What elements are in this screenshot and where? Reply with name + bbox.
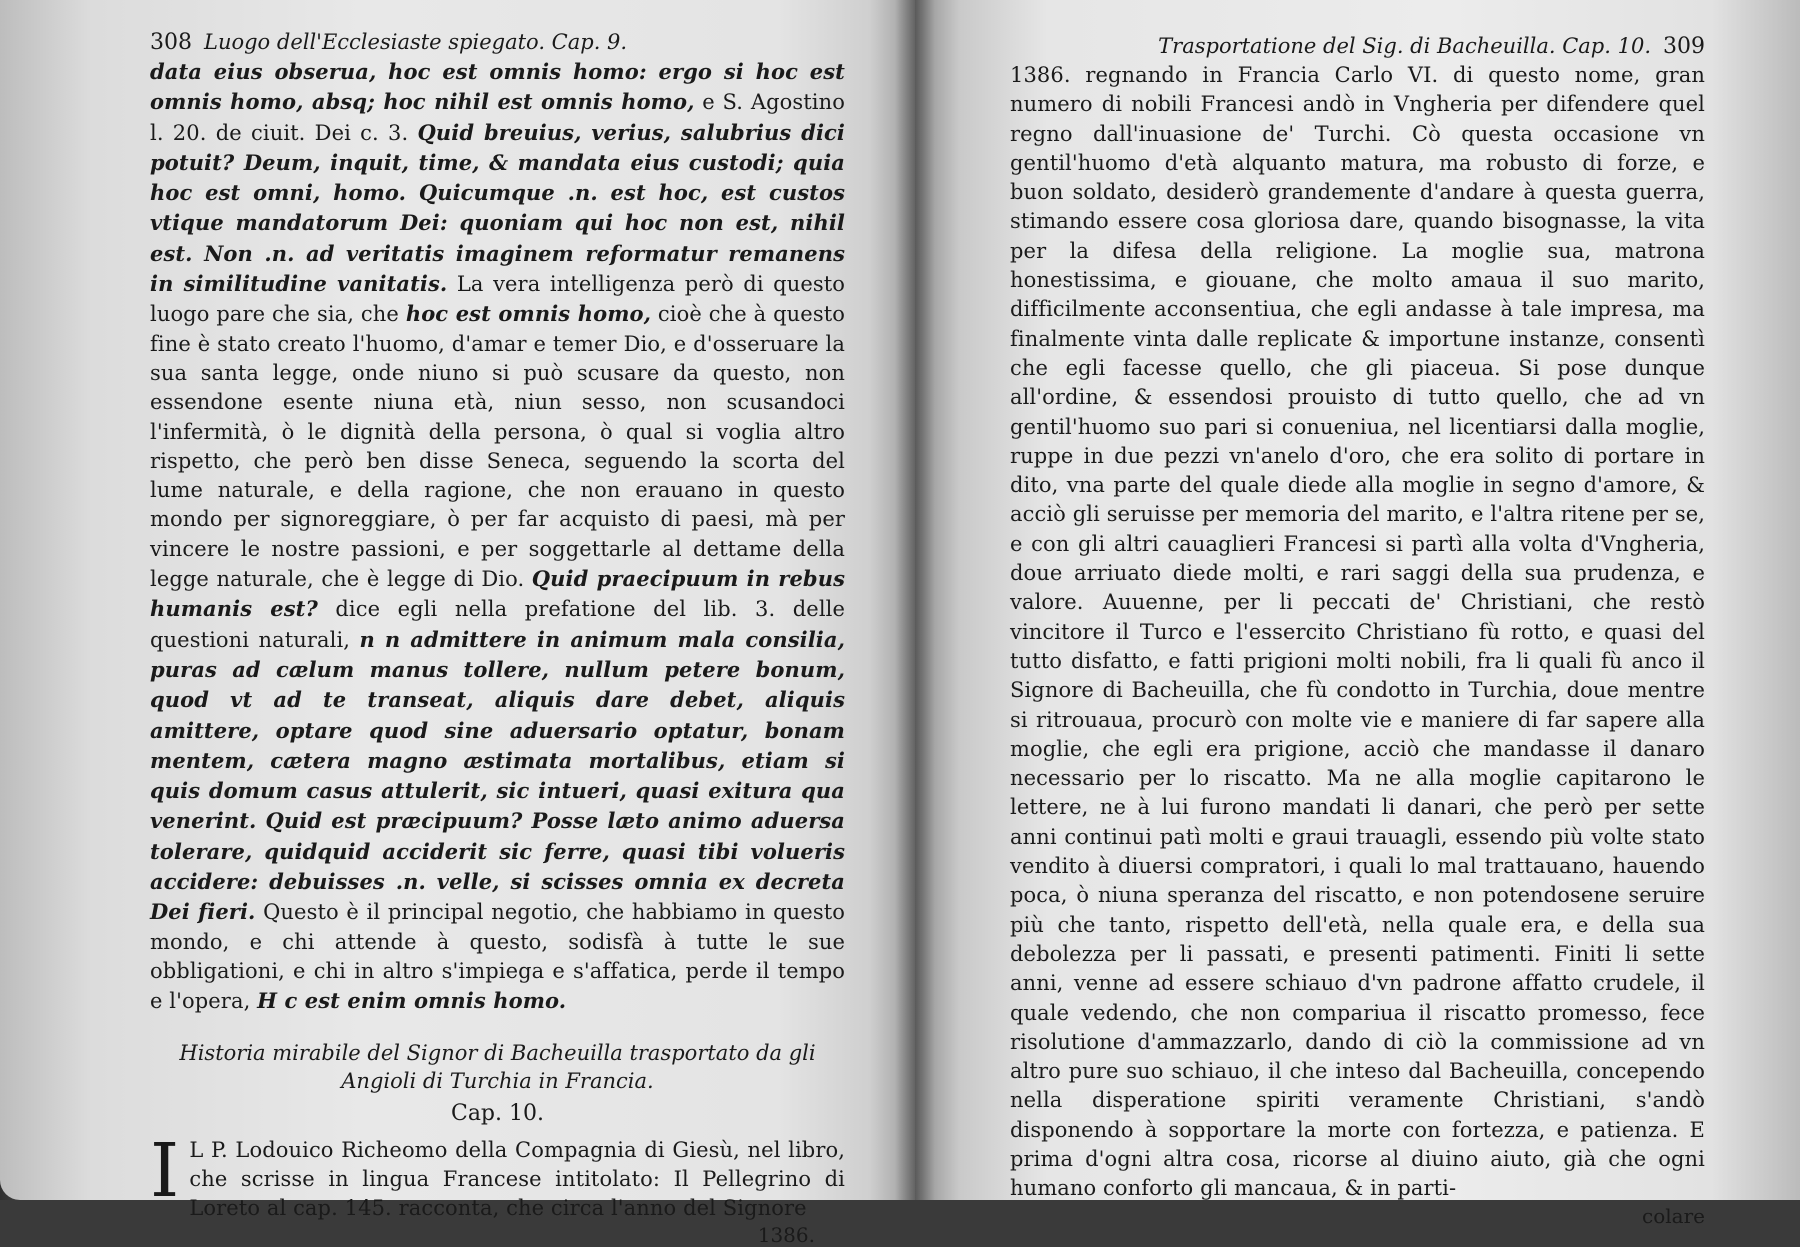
section-title (150, 1039, 845, 1095)
left-page-number: 308 (150, 30, 192, 55)
right-page (915, 0, 1800, 1228)
italian-text-segment: La vera intelligenza però di questo luogo pare che sia, che (150, 272, 846, 327)
right-catchword: colare (1642, 1203, 1705, 1228)
italian-text-segment: cioè che à questo fine è stato creato l'huomo, d'amar e temer Dio, e d'osseruare la sua santa legge, onde niuno si può scusare da questo, non essendone esente niuna età, niun sesso, non scusandoci l'infermità, ò le dignità della persona, ò qual si voglia altro rispetto, che però ben disse Seneca, seguendo la scorta del lume naturale, e della ragione, che non erauano in questo mondo per signoreggiare, ò per far acquisto di paesi, mà per vincere le nostre passioni, e per soggettarle al dettame della legge naturale, che è legge di Dio. (150, 302, 845, 592)
drop-cap: I (150, 1127, 180, 1214)
latin-quote-segment: Quid breuius, verius, salubrius dici potuit? Deum, inquit, time, & mandata eius custodi; quia hoc est omni, homo. Quicumque .n. est hoc, est custos vtique mandatorum Dei: quoniam qui hoc non est, nihil est. Non .n. ad veritatis imaginem reformatur remanens in similitudine vanitatis. (150, 119, 846, 297)
left-paragraph-2-text: L P. Lodouico Richeomo della Compagnia di Giesù, nel libro, che scrisse in lingua Francese intitolato: Il Pellegrino di Loreto al cap. 145. racconta, che circa l'anno del Signore (189, 1137, 845, 1221)
section-title-line-1: Historia mirabile del Signor di Bacheuilla trasportato da gli (179, 1040, 816, 1065)
left-paragraph-2 (150, 1127, 845, 1224)
left-paragraph-1 (150, 57, 845, 1017)
section-title-line-2: Angioli di Turchia in Francia. (341, 1068, 654, 1093)
chapter-heading: Cap. 10. (450, 1100, 544, 1126)
right-body (1010, 61, 1705, 1228)
left-running-head (150, 30, 845, 55)
italian-text-segment: Questo è il principal negotio, che habbiamo in questo mondo, e chi attende à questo, sodisfà à tutte le sue obbligationi, e chi in altro s'impiega e s'affatica, perde il tempo e l'opera, (150, 900, 845, 1014)
right-paragraph-1: 1386. regnando in Francia Carlo VI. di questo nome, gran numero di nobili Francesi andò in Vngheria per difendere quel regno dall'inuasione de' Turchi. Cò questa occasione vn gentil'huomo d'età alquanto matura, ma robusto di forze, e buon soldato, desiderò grandemente d'andare à questa guerra, stimando essere cosa gloriosa dare, quando bisognasse, la vita per la difesa della religione. La moglie sua, matrona honestissima, e giouane, che molto amaua il suo marito, difficilmente acconsentiua, che egli andasse à tale impresa, ma finalmente vinta dalle replicate & importune instanze, consentì che egli facesse quello, che gli piaceua. Si pose dunque all'ordine, & essendosi prouisto di tutto quello, che ad vn gentil'huomo suo pari si conueniua, nel licentiarsi dalla moglie, ruppe in due pezzi vn'anelo d'oro, che era solito di portare in dito, vna parte del quale diede alla moglie in segno d'amore, & acciò gli seruisse per memoria del marito, e l'altra ritene per se, e con gli altri cauaglieri Francesi si partì alla volta d'Vngheria, doue arriuato diede molti, e rari saggi della sua prudenza, e valore. Auuenne, per li peccati de' Christiani, che restò vincitore il Turco e l'essercito Christiano fù rotto, e quasi del tutto disfatto, e fatti prigioni molti nobili, fra li quali fù anco il Signore di Bacheuilla, che fù condotto in Turchia, doue mentre si ritrouaua, procurò con molte vie e maniere di far sapere alla moglie, che egli era prigione, acciò che mandasse il danaro necessario per lo riscatto. Ma ne alla moglie capitarono le lettere, ne à lui furono mandati li danari, che però per sette anni continui patì molti e graui trauagli, essendo più volte stato vendito à diuersi compratori, i quali lo mal trattauano, hauendo poca, ò niuna speranza del riscatto, e non potendosene seruire più che tanto, rispetto dell'età, nella quale era, e della sua debolezza per li passati, e presenti patimenti. Finiti li sette anni, venne ad essere schiauo d'vn padrone affatto crudele, il quale vedendo, che non compariua il riscatto promesso, fece risolutione d'ammazzarlo, dando di ciò la commissione ad vn altro pure suo schiauo, il che inteso dal Bacheuilla, concependo nella disperatione spiriti veramente Christiani, s'andò disponendo à sopportare la morte con fortezza, e patienza. E prima d'ogni altra cosa, ricorse al diuino aiuto, già che ogni humano conforto gli mancaua, & in parti- (1010, 63, 1705, 1201)
book-gutter (895, 0, 935, 1200)
left-body (150, 57, 845, 1247)
left-catchword: 1386. (757, 1223, 815, 1247)
latin-quote-segment: n n admittere in animum mala consilia, puras ad cælum manus tollere, nullum petere bonum, quod vt ad te transeat, aliquis dare debet, aliquis amittere, optare quod sine aduersario optatur, bonam mentem, cætera magno æstimata mortalibus, etiam si quis domum casus attulerit, sic intueri, quasi exitura qua venerint. Quid est præcipuum? Posse læto animo aduersa tolerare, quidquid acciderit sic ferre, quasi tibi volueris accidere: debuisses .n. velle, si scisses omnia ex decreta Dei fieri. (150, 626, 845, 925)
latin-quote-segment: hoc est omnis homo, (405, 301, 652, 327)
italian-text-segment: e S. Agostino l. 20. de ciuit. Dei c. 3. (150, 90, 845, 145)
right-running-head (1010, 34, 1705, 59)
right-page-number: 309 (1663, 34, 1705, 59)
latin-quote-segment: data eius obserua, hoc est omnis homo: ergo si hoc est omnis homo, absq; hoc nihil est omnis homo, (150, 59, 845, 115)
left-running-title: Luogo dell'Ecclesiaste spiegato. Cap. 9. (204, 30, 628, 54)
right-running-title: Trasportatione del Sig. di Bacheuilla. Cap. 10. (1158, 34, 1651, 58)
latin-quote-segment: H c est enim omnis homo. (257, 988, 567, 1014)
italian-text-segment: dice egli nella prefatione del lib. 3. delle questioni naturali, (150, 597, 845, 652)
latin-quote-segment: Quid praecipuum in rebus humanis est? (150, 566, 845, 622)
